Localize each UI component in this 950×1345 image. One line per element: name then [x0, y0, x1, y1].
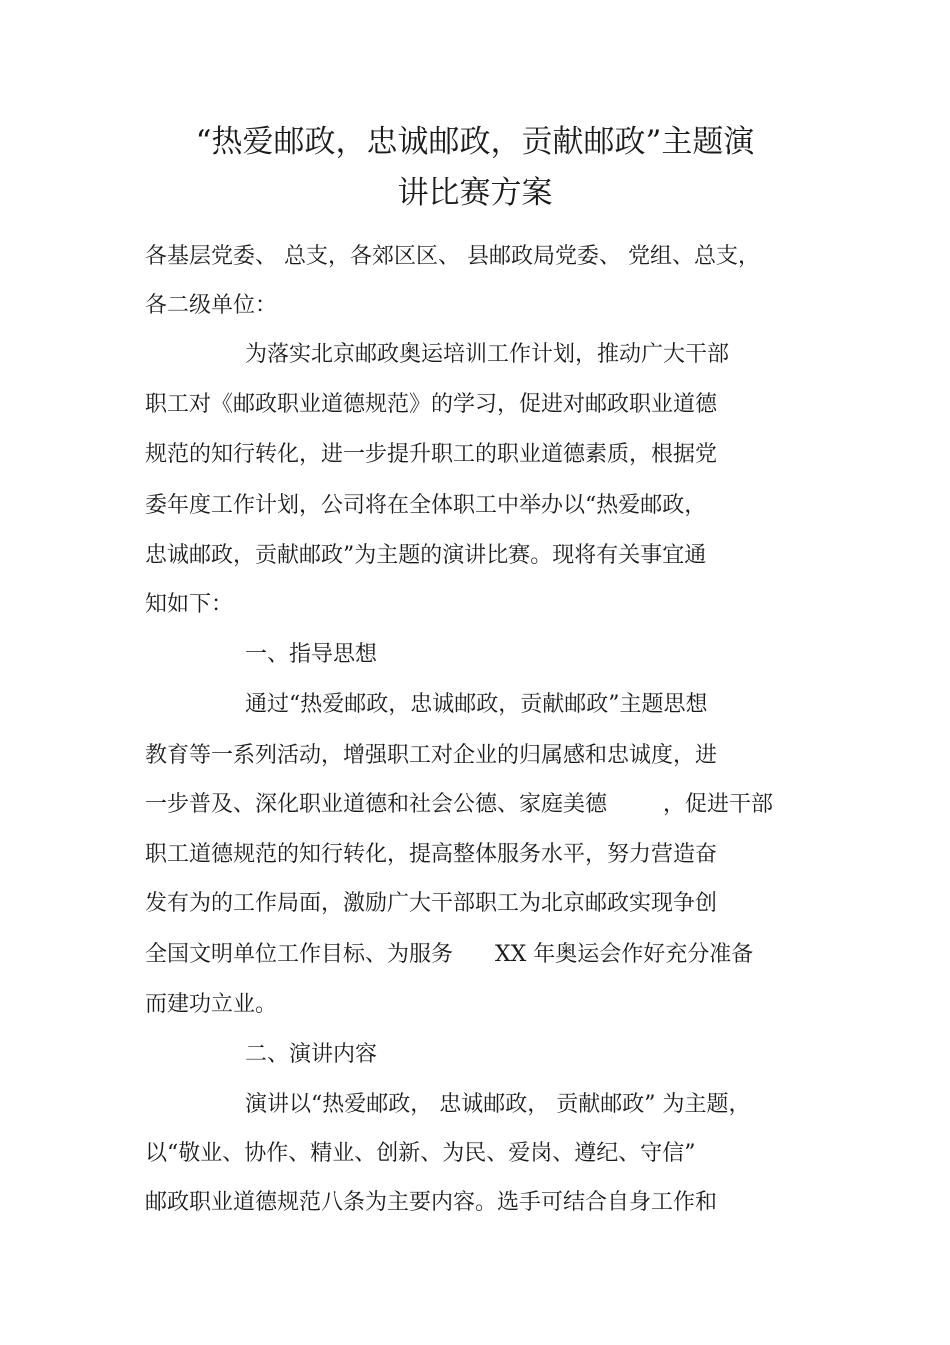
body-line: 以“敬业、协作、精业、创新、为民、爱岗、遵纪、守信”: [145, 1141, 696, 1166]
document-title-line-1: “热爱邮政，忠诚邮政，贡献邮政”主题演: [195, 124, 755, 160]
body-line: 职工对《邮政职业道德规范》的学习，促进对邮政职业道德: [145, 392, 718, 417]
body-line: 发有为的工作局面，激励广大干部职工为北京邮政实现争创: [145, 891, 718, 916]
body-line: 通过“热爱邮政，忠诚邮政，贡献邮政”主题思想: [245, 692, 708, 717]
document-title-line-2: 讲比赛方案: [397, 175, 553, 211]
body-line: 而建功立业。: [145, 992, 278, 1017]
body-line: 一步普及、深化职业道德和社会公德、家庭美德 ，促进干部: [145, 792, 773, 817]
body-line: 委年度工作计划，公司将在全体职工中举办以“热爱邮政，: [145, 493, 707, 518]
body-line: 演讲以“热爱邮政， 忠诚邮政， 贡献邮政” 为主题，: [245, 1092, 751, 1117]
body-line: 教育等一系列活动，增强职工对企业的归属感和忠诚度，进: [145, 743, 718, 768]
section-heading-guiding-ideology: 一、指导思想: [245, 642, 378, 667]
section-heading-speech-content: 二、演讲内容: [245, 1042, 378, 1067]
body-line: 职工道德规范的知行转化，提高整体服务水平，努力营造奋: [145, 842, 718, 867]
body-line: 各二级单位：: [145, 293, 278, 318]
body-line: 忠诚邮政，贡献邮政”为主题的演讲比赛。现将有关事宜通: [145, 543, 707, 568]
body-line: 各基层党委、 总支，各郊区区、 县邮政局党委、 党组、总支，: [145, 244, 760, 269]
body-line: 为落实北京邮政奥运培训工作计划，推动广大干部: [245, 342, 730, 367]
body-line: 全国文明单位工作目标、为服务 XX 年奥运会作好充分准备: [145, 942, 754, 967]
body-line: 邮政职业道德规范八条为主要内容。选手可结合自身工作和: [145, 1190, 718, 1215]
body-line: 规范的知行转化，进一步提升职工的职业道德素质，根据党: [145, 442, 718, 467]
body-line: 知如下：: [145, 592, 234, 617]
